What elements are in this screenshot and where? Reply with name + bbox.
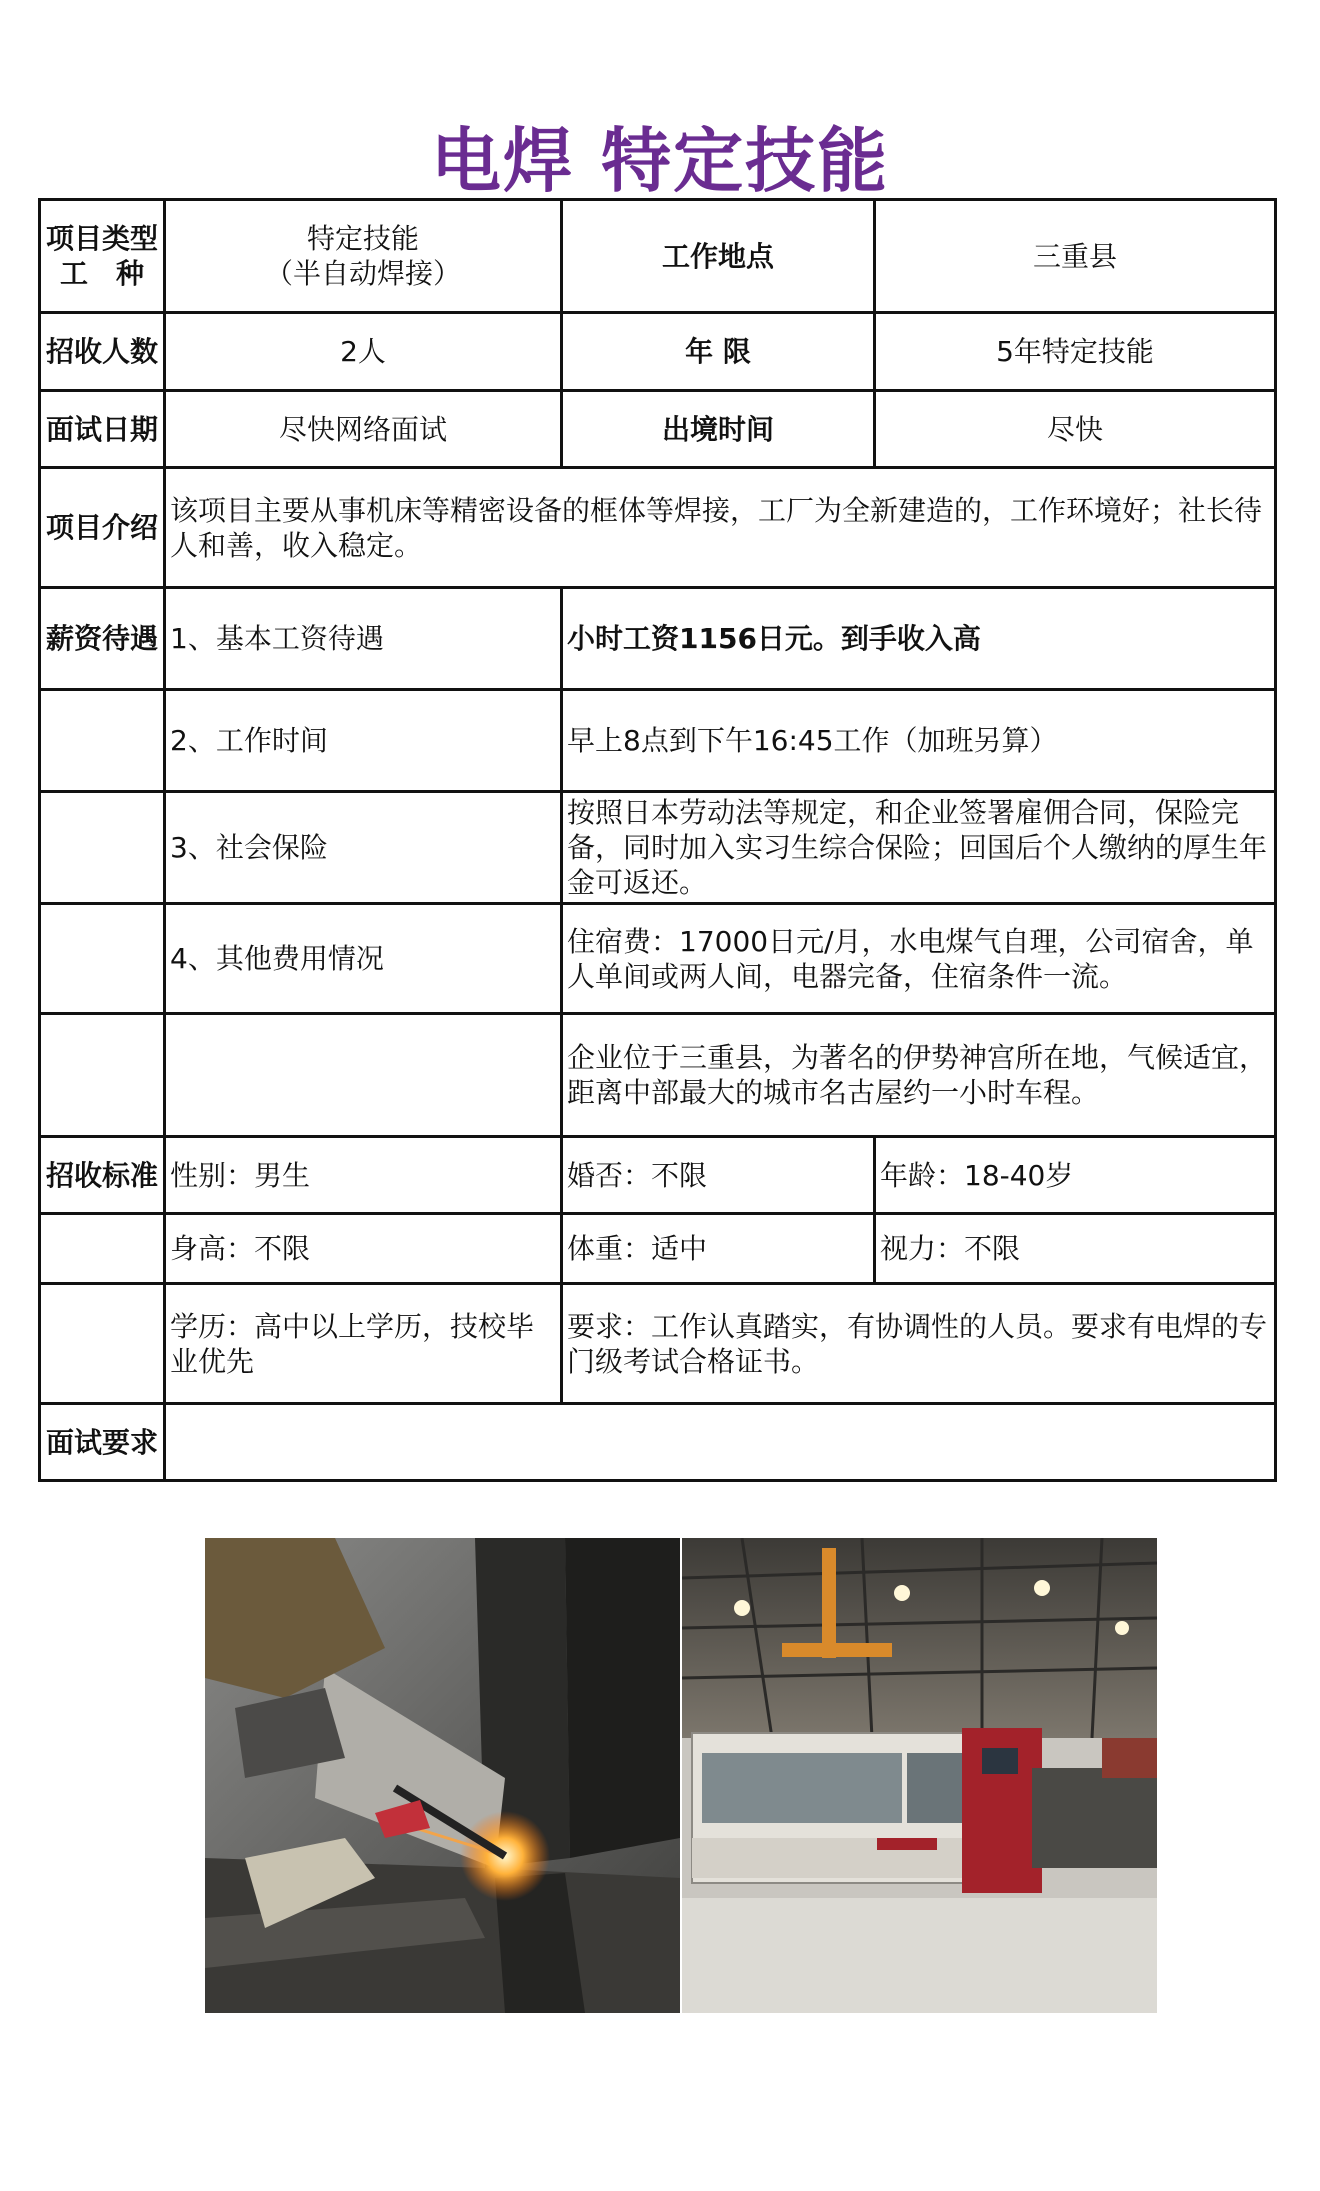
project-type-value: 特定技能 （半自动焊接） <box>165 200 562 313</box>
salary-label: 薪资待遇 <box>40 588 165 690</box>
project-type-label: 项目类型 工 种 <box>40 200 165 313</box>
empty-label-cell <box>40 904 165 1014</box>
project-intro-label: 项目介绍 <box>40 468 165 588</box>
interview-req-value <box>165 1404 1276 1481</box>
project-intro-value: 该项目主要从事机床等精密设备的框体等焊接，工厂为全新建造的，工作环境好；社长待人和善，收入稳定。 <box>165 468 1276 588</box>
table-row <box>40 690 1276 792</box>
work-location-label: 工作地点 <box>562 200 875 313</box>
table-row <box>40 1214 1276 1284</box>
recruit-count-label: 招收人数 <box>40 313 165 391</box>
table-row <box>40 313 1276 391</box>
table-row <box>40 792 1276 904</box>
empty-label-cell <box>40 1284 165 1404</box>
recruit-count-value: 2人 <box>165 313 562 391</box>
table-row <box>40 1014 1276 1137</box>
page-title: 电焊 特定技能 <box>430 120 890 202</box>
factory-laser-machine-photo <box>682 1538 1157 2013</box>
photo-strip <box>205 1538 1157 2013</box>
gender-cell: 性别：男生 <box>165 1137 562 1214</box>
job-info-table <box>38 198 1277 1482</box>
standards-label: 招收标准 <box>40 1137 165 1214</box>
salary-item-name: 1、基本工资待遇 <box>165 588 562 690</box>
term-value: 5年特定技能 <box>875 313 1276 391</box>
empty-label-cell <box>40 1014 165 1137</box>
term-label: 年 限 <box>562 313 875 391</box>
welding-photo <box>205 1538 680 2013</box>
location-detail: 企业位于三重县，为著名的伊势神宫所在地，气候适宜，距离中部最大的城市名古屋约一小时车程。 <box>562 1014 1276 1137</box>
salary-item-detail: 小时工资1156日元。到手收入高 <box>562 588 1276 690</box>
work-hours-name: 2、工作时间 <box>165 690 562 792</box>
empty-label-cell <box>40 690 165 792</box>
other-costs-name: 4、其他费用情况 <box>165 904 562 1014</box>
insurance-detail: 按照日本劳动法等规定，和企业签署雇佣合同，保险完备，同时加入实习生综合保险；回国后个人缴纳的厚生年金可返还。 <box>562 792 1276 904</box>
other-costs-detail: 住宿费：17000日元/月，水电煤气自理，公司宿舍，单人单间或两人间，电器完备，住宿条件一流。 <box>562 904 1276 1014</box>
departure-time-label: 出境时间 <box>562 391 875 468</box>
departure-time-value: 尽快 <box>875 391 1276 468</box>
table-row <box>40 1404 1276 1481</box>
weight-cell: 体重：适中 <box>562 1214 875 1284</box>
work-hours-detail: 早上8点到下午16:45工作（加班另算） <box>562 690 1276 792</box>
table-row <box>40 588 1276 690</box>
marriage-cell: 婚否：不限 <box>562 1137 875 1214</box>
interview-date-value: 尽快网络面试 <box>165 391 562 468</box>
interview-date-label: 面试日期 <box>40 391 165 468</box>
table-row <box>40 200 1276 313</box>
requirement-cell: 要求：工作认真踏实，有协调性的人员。要求有电焊的专门级考试合格证书。 <box>562 1284 1276 1404</box>
table-row <box>40 1137 1276 1214</box>
table-row <box>40 391 1276 468</box>
empty-label-cell <box>40 1214 165 1284</box>
empty-label-cell <box>40 792 165 904</box>
age-cell: 年龄：18-40岁 <box>875 1137 1276 1214</box>
interview-req-label: 面试要求 <box>40 1404 165 1481</box>
table-row <box>40 1284 1276 1404</box>
vision-cell: 视力：不限 <box>875 1214 1276 1284</box>
insurance-name: 3、社会保险 <box>165 792 562 904</box>
height-cell: 身高：不限 <box>165 1214 562 1284</box>
work-location-value: 三重县 <box>875 200 1276 313</box>
location-name <box>165 1014 562 1137</box>
table-row <box>40 468 1276 588</box>
table-row <box>40 904 1276 1014</box>
education-cell: 学历：高中以上学历，技校毕业优先 <box>165 1284 562 1404</box>
